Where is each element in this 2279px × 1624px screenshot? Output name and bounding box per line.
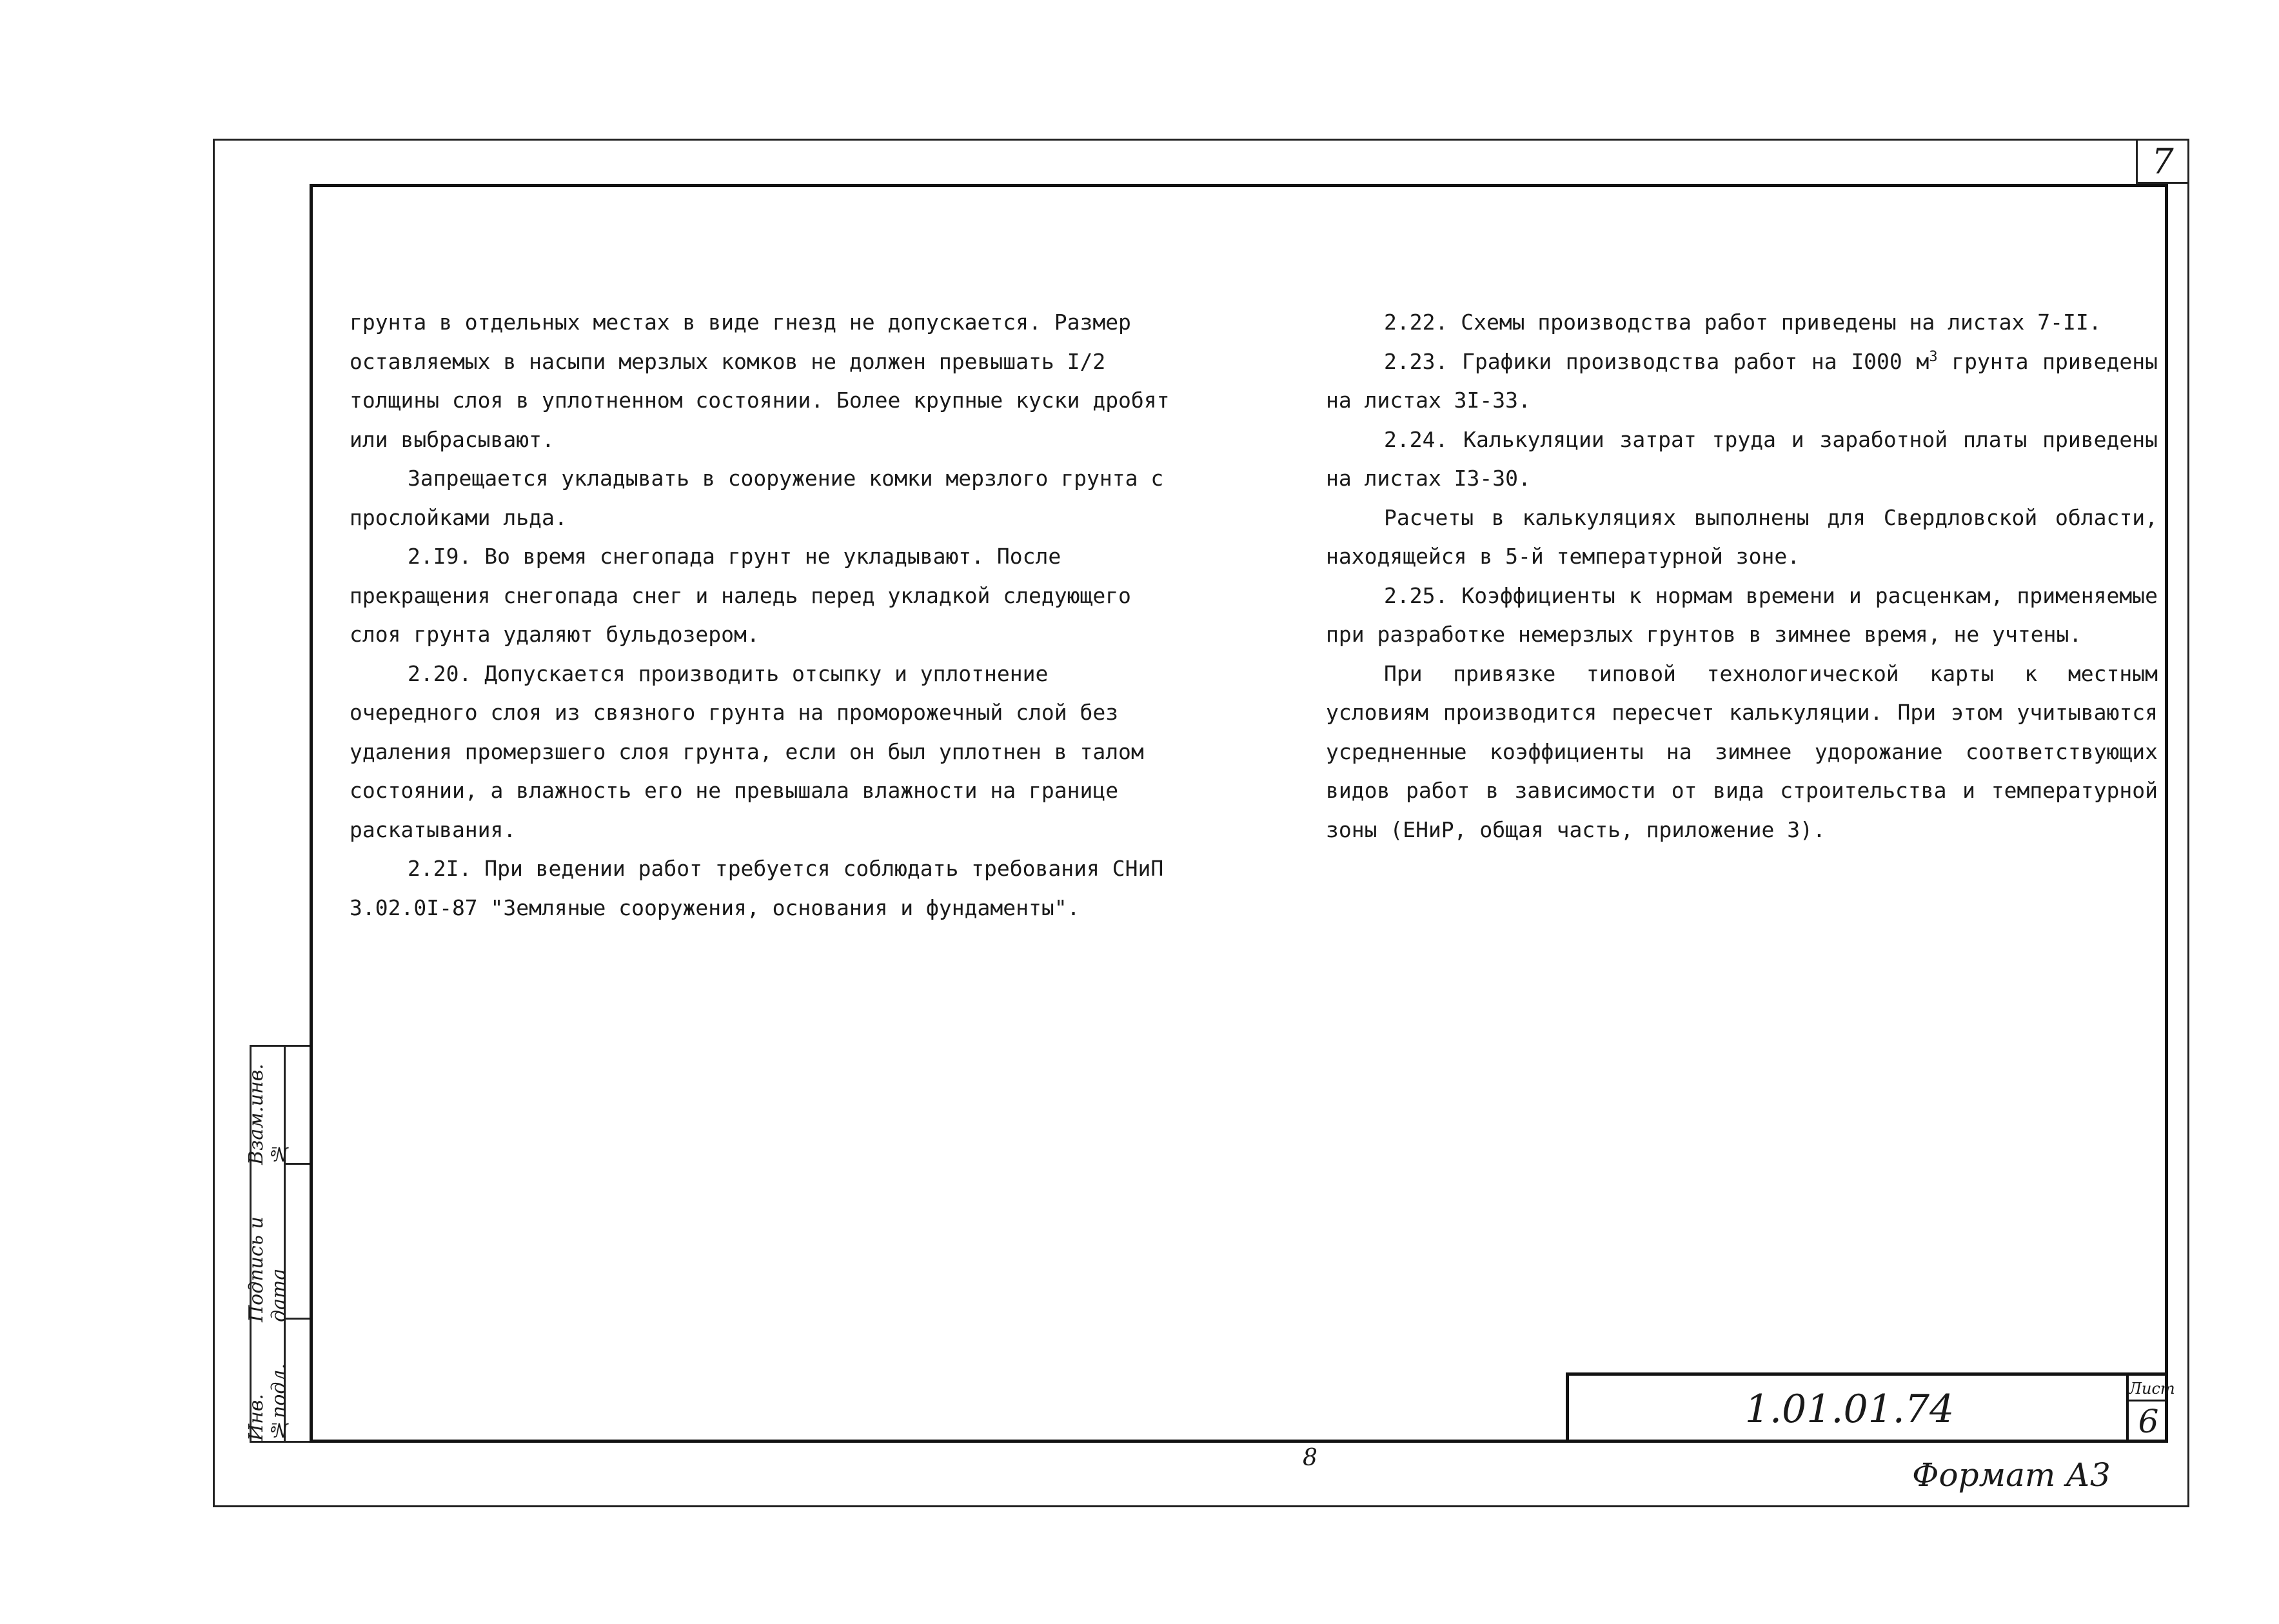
side-approval-strip	[245, 1045, 310, 1443]
side-labels	[245, 1047, 290, 1441]
right-paragraph-2-end: грунта приведены на листах 3I-33.	[1326, 348, 2158, 413]
side-label-signature: Подпись и дата	[245, 1216, 290, 1323]
right-paragraph-2	[1326, 342, 2158, 421]
side-label-inventory: Инв.№подл.	[245, 1363, 290, 1441]
right-paragraph-5: 2.25. Коэффициенты к нормам времени и расценкам, применяемые при разработке немерзлых грунтов в зимнее время, не учтены.	[1326, 582, 2158, 647]
right-paragraph-4: Расчеты в калькуляциях выполнены для Свердловской области, находящейся в 5-й температурной зоне.	[1326, 504, 2158, 569]
title-block-stamp	[1566, 1372, 2175, 1443]
right-paragraph-1: 2.22. Схемы производства работ приведены на листах 7-II.	[1384, 310, 2102, 335]
sheet-label: Лист	[2129, 1376, 2168, 1401]
document-code: 1.01.01.74	[1744, 1387, 1955, 1432]
corner-page-number: 7	[2136, 139, 2189, 184]
sheet-box	[2126, 1376, 2175, 1443]
sheet-number: 6	[2138, 1403, 2159, 1440]
side-label-replacement: Взам.инв.№	[245, 1063, 290, 1165]
left-text-column	[350, 303, 1188, 927]
left-paragraph-5: 2.2I. При ведении работ требуется соблюдать требования СНиП 3.02.0I-87 "Земляные сооружения, основания и фундаменты".	[350, 856, 1164, 920]
right-paragraph-3: 2.24. Калькуляции затрат труда и заработной платы приведены на листах I3-30.	[1326, 426, 2158, 491]
right-text-column	[1326, 303, 2158, 849]
left-paragraph-1: грунта в отдельных местах в виде гнезд не допускается. Размер оставляемых в насыпи мерзлых комков не должен превышать I/2 толщины слоя в уплотненном состоянии. Более крупные куски дробят или выбрасывают.	[350, 310, 1170, 452]
right-paragraph-2-start: 2.23. Графики производства работ на I000 м	[1384, 348, 1929, 374]
left-paragraph-4: 2.20. Допускается производить отсыпку и уплотнение очередного слоя из связного грунта на проморожечный слой без удаления промерзшего слоя грунта, если он был уплотнен в талом состоянии, а влажность его не превышала влажности на границе раскатывания.	[350, 660, 1144, 842]
page-number: 8	[1303, 1445, 1317, 1471]
format-label: Формат А3	[1912, 1456, 2111, 1494]
left-paragraph-2: Запрещается укладывать в сооружение комки мерзлого грунта с прослойками льда.	[350, 466, 1164, 530]
right-paragraph-6: При привязке типовой технологической карты к местным условиям производится пересчет калькуляции. При этом учитываются усредненные коэффициенты на зимнее удорожание соответствующих видов работ в зависимости от вида строительства и температурной зоны (ЕНиР, общая часть, приложение 3).	[1326, 660, 2158, 842]
left-paragraph-3: 2.I9. Во время снегопада грунт не укладывают. После прекращения снегопада снег и наледь перед укладкой следующего слоя грунта удаляют бульдозером.	[350, 544, 1131, 647]
cubic-superscript: 3	[1929, 348, 1938, 365]
